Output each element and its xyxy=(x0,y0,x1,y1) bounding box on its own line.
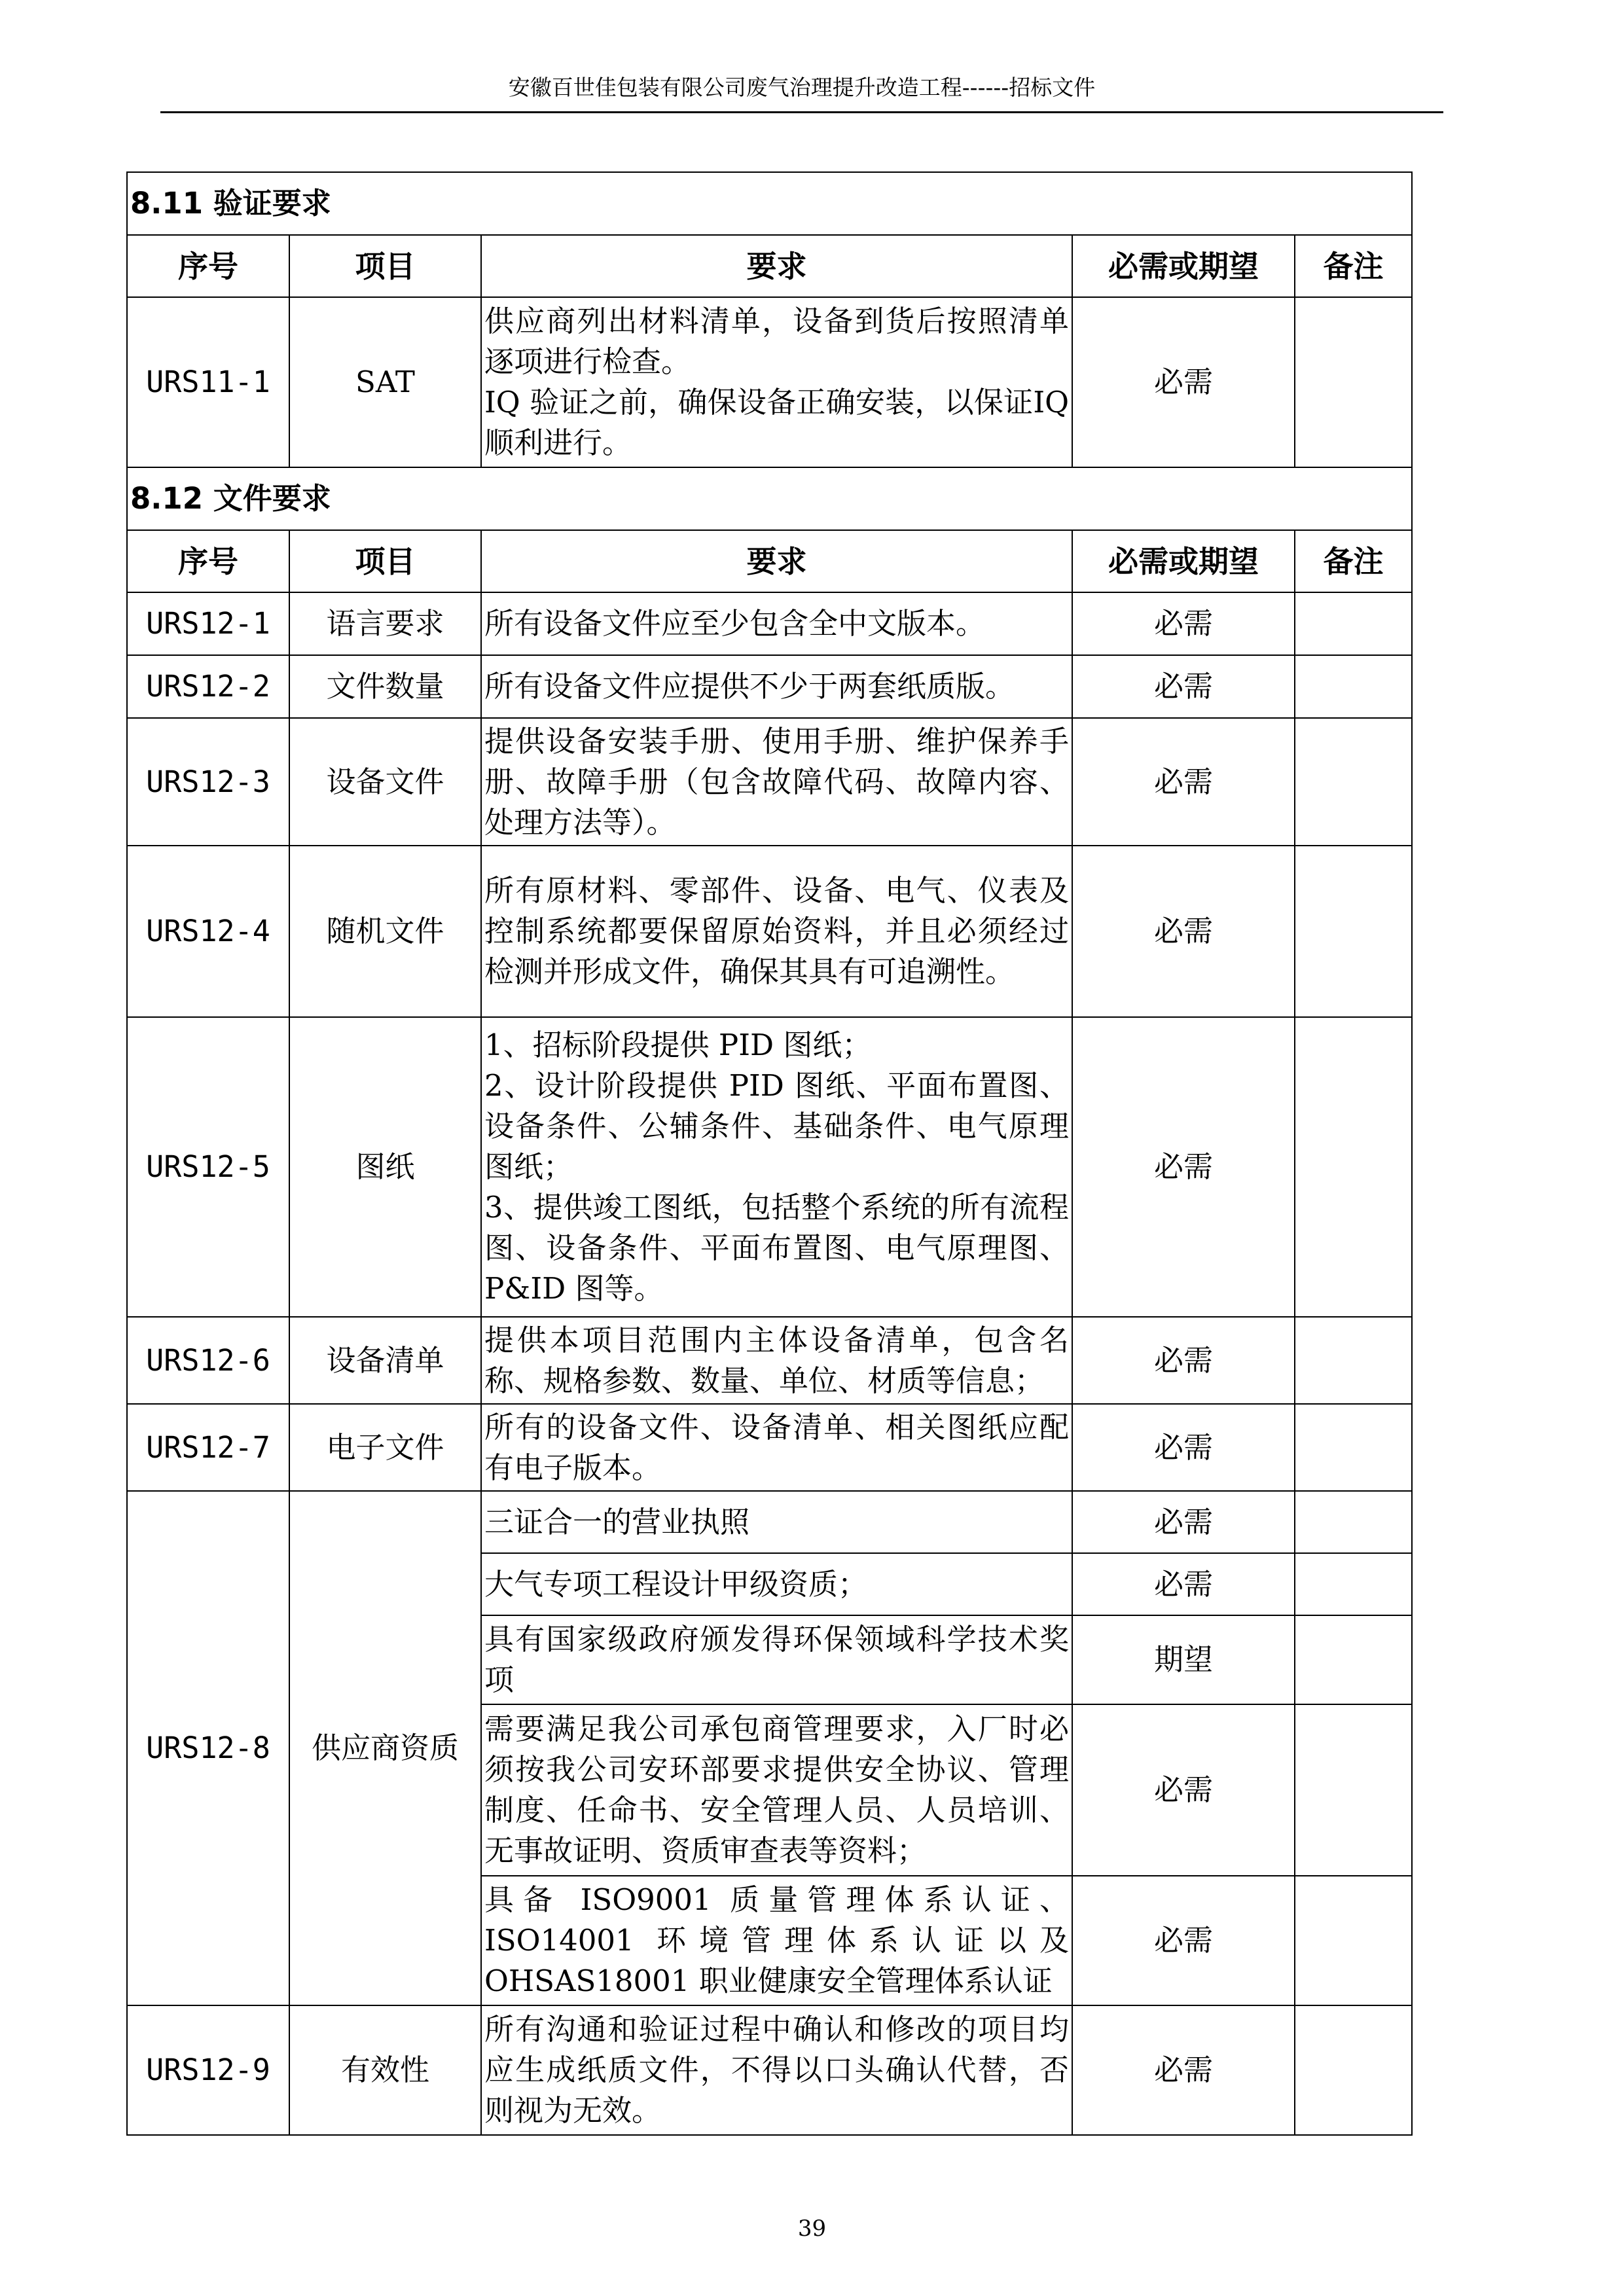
requirement-line: IQ 验证之前，确保设备正确安装，以保证IQ 顺利进行。 xyxy=(484,385,1069,460)
header-rule xyxy=(160,111,1443,113)
row-requirement: 大气专项工程设计甲级资质； xyxy=(481,1553,1072,1615)
section-title: 8.12 文件要求 xyxy=(127,467,1412,530)
row-item: 随机文件 xyxy=(289,846,481,1017)
column-header: 备注 xyxy=(1295,235,1412,297)
row-note xyxy=(1295,297,1412,467)
row-level: 必需 xyxy=(1072,1404,1295,1491)
requirement-line: 1、招标阶段提供 PID 图纸； xyxy=(484,1028,872,1062)
section-title-row xyxy=(127,172,1412,235)
row-note xyxy=(1295,655,1412,718)
row-id: URS12-3 xyxy=(127,718,289,846)
table-row xyxy=(127,846,1412,1017)
requirement-line: 2、设计阶段提供 PID 图纸、平面布置图、设备条件、公辅条件、基础条件、电气原理图纸； xyxy=(484,1068,1069,1184)
column-header: 项目 xyxy=(289,530,481,592)
row-level: 必需 xyxy=(1072,2005,1295,2135)
row-requirement: 所有原材料、零部件、设备、电气、仪表及控制系统都要保留原始资料，并且必须经过检测并形成文件，确保其具有可追溯性。 xyxy=(481,846,1072,1017)
table-row xyxy=(127,2005,1412,2135)
row-note xyxy=(1295,1491,1412,1553)
row-level: 必需 xyxy=(1072,1704,1295,1876)
row-note xyxy=(1295,718,1412,846)
column-header: 备注 xyxy=(1295,530,1412,592)
table-row xyxy=(127,1404,1412,1491)
row-id: URS12-2 xyxy=(127,655,289,718)
row-level: 必需 xyxy=(1072,297,1295,467)
row-item: 设备文件 xyxy=(289,718,481,846)
row-note xyxy=(1295,1704,1412,1876)
table-row xyxy=(127,655,1412,718)
table-row xyxy=(127,297,1412,467)
row-requirement: 具备 ISO9001 质量管理体系认证、ISO14001 环境管理体系认证以及OHSAS18001 职业健康安全管理体系认证 xyxy=(481,1876,1072,2005)
table-row xyxy=(127,1491,1412,1553)
row-level: 必需 xyxy=(1072,1553,1295,1615)
row-level: 必需 xyxy=(1072,1017,1295,1317)
row-requirement: 所有设备文件应提供不少于两套纸质版。 xyxy=(481,655,1072,718)
section-title: 8.11 验证要求 xyxy=(127,172,1412,235)
row-id: URS11-1 xyxy=(127,297,289,467)
row-requirement: 所有沟通和验证过程中确认和修改的项目均应生成纸质文件，不得以口头确认代替，否则视为无效。 xyxy=(481,2005,1072,2135)
row-level: 必需 xyxy=(1072,1876,1295,2005)
row-id: URS12-9 xyxy=(127,2005,289,2135)
table-header-row xyxy=(127,235,1412,297)
column-header: 序号 xyxy=(127,530,289,592)
row-level: 必需 xyxy=(1072,846,1295,1017)
row-note xyxy=(1295,846,1412,1017)
row-note xyxy=(1295,1553,1412,1615)
row-item: 供应商资质 xyxy=(289,1491,481,2005)
row-level: 期望 xyxy=(1072,1615,1295,1704)
row-requirement: 提供本项目范围内主体设备清单，包含名称、规格参数、数量、单位、材质等信息； xyxy=(481,1317,1072,1404)
row-note xyxy=(1295,1017,1412,1317)
page-number: 39 xyxy=(797,2215,827,2242)
row-id: URS12-4 xyxy=(127,846,289,1017)
row-level: 必需 xyxy=(1072,718,1295,846)
row-item: 电子文件 xyxy=(289,1404,481,1491)
table-row xyxy=(127,592,1412,655)
row-note xyxy=(1295,1404,1412,1491)
row-requirement: 提供设备安装手册、使用手册、维护保养手册、故障手册（包含故障代码、故障内容、处理方法等）。 xyxy=(481,718,1072,846)
row-level: 必需 xyxy=(1072,655,1295,718)
row-requirement xyxy=(481,1017,1072,1317)
row-id: URS12-8 xyxy=(127,1491,289,2005)
row-note xyxy=(1295,1615,1412,1704)
row-requirement: 所有设备文件应至少包含全中文版本。 xyxy=(481,592,1072,655)
row-note xyxy=(1295,592,1412,655)
row-item: 语言要求 xyxy=(289,592,481,655)
column-header: 要求 xyxy=(481,235,1072,297)
row-item: 图纸 xyxy=(289,1017,481,1317)
column-header: 必需或期望 xyxy=(1072,530,1295,592)
table-header-row xyxy=(127,530,1412,592)
row-item: 文件数量 xyxy=(289,655,481,718)
row-requirement: 所有的设备文件、设备清单、相关图纸应配有电子版本。 xyxy=(481,1404,1072,1491)
document-header: 安徽百世佳包装有限公司废气治理提升改造工程------招标文件 xyxy=(508,75,1096,100)
row-item: SAT xyxy=(289,297,481,467)
row-level: 必需 xyxy=(1072,1317,1295,1404)
row-id: URS12-7 xyxy=(127,1404,289,1491)
requirement-line: 3、提供竣工图纸，包括整个系统的所有流程图、设备条件、平面布置图、电气原理图、P&ID 图等。 xyxy=(484,1190,1069,1306)
row-requirement xyxy=(481,297,1072,467)
table-row xyxy=(127,1017,1412,1317)
table-row xyxy=(127,1317,1412,1404)
requirements-table xyxy=(126,171,1413,2136)
row-requirement: 三证合一的营业执照 xyxy=(481,1491,1072,1553)
row-note xyxy=(1295,1876,1412,2005)
row-id: URS12-5 xyxy=(127,1017,289,1317)
row-item: 设备清单 xyxy=(289,1317,481,1404)
row-level: 必需 xyxy=(1072,592,1295,655)
column-header: 序号 xyxy=(127,235,289,297)
row-item: 有效性 xyxy=(289,2005,481,2135)
table-row xyxy=(127,718,1412,846)
column-header: 项目 xyxy=(289,235,481,297)
row-requirement: 具有国家级政府颁发得环保领域科学技术奖项 xyxy=(481,1615,1072,1704)
row-note xyxy=(1295,2005,1412,2135)
row-id: URS12-1 xyxy=(127,592,289,655)
section-title-row xyxy=(127,467,1412,530)
row-note xyxy=(1295,1317,1412,1404)
column-header: 必需或期望 xyxy=(1072,235,1295,297)
row-id: URS12-6 xyxy=(127,1317,289,1404)
row-level: 必需 xyxy=(1072,1491,1295,1553)
requirement-line: 供应商列出材料清单，设备到货后按照清单逐项进行检查。 xyxy=(484,304,1069,379)
row-requirement: 需要满足我公司承包商管理要求，入厂时必须按我公司安环部要求提供安全协议、管理制度、任命书、安全管理人员、人员培训、无事故证明、资质审查表等资料； xyxy=(481,1704,1072,1876)
column-header: 要求 xyxy=(481,530,1072,592)
